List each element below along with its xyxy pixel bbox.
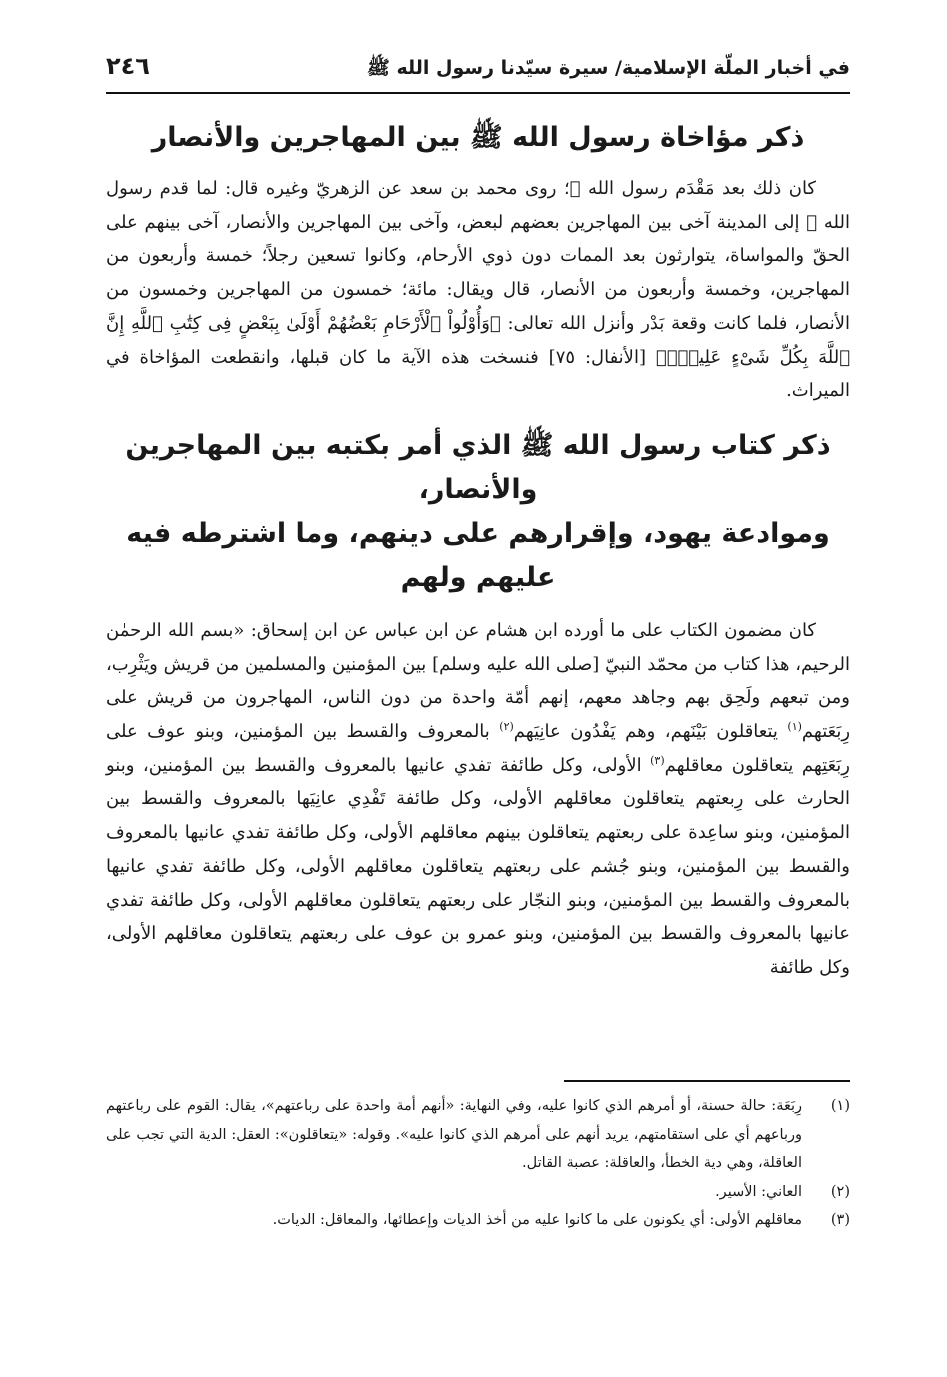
page-number: ٢٤٦ <box>106 52 150 80</box>
paragraph-brotherhood: كان ذلك بعد مَقْدَم رسول الله ﷺ؛ روى محمد بن سعد عن الزهريّ وغيره قال: لما قدم رسول الله ﷺ إلى المدينة آخى بين المهاجرين بعضهم لبعض، وآخى بين المهاجرين والأنصار، آخى بينهم على الحقّ والمواساة، يتوارثون بعد الممات دون ذوي الأرحام، وكانوا تسعين رجلاً؛ خمسة وأربعون من المهاجرين، وخمسة وأربعون من الأنصار، قال ويقال: مائة؛ خمسون من المهاجرين وخمسون من الأنصار، فلما كانت وقعة بَدْر وأنزل الله تعالى: ﴿وَأُوْلُواْ ٱلْأَرْحَامِ بَعْضُهُمْ أَوْلَىٰ بِبَعْضٍ فِى كِتَٰبِ ٱللَّهِ إِنَّ ٱللَّهَ بِكُلِّ شَىْءٍ عَلِيمٌۢ﴾ [الأنفال: ٧٥] فنسخت هذه الآية ما كان قبلها، وانقطعت المؤاخاة في الميراث. <box>106 178 850 402</box>
running-title: في أخبار الملّة الإسلامية/ سيرة سيّدنا رسول الله ﷺ <box>366 57 850 79</box>
footnote-number: (١) <box>830 1098 850 1114</box>
section-heading-covenant-line1: ذكر كتاب رسول الله ﷺ الذي أمر بكتبه بين المهاجرين والأنصار، <box>125 429 831 505</box>
footnotes <box>106 1092 850 1235</box>
section-heading-brotherhood: ذكر مؤاخاة رسول الله ﷺ بين المهاجرين والأنصار <box>151 122 805 153</box>
covenant-text-part1: كان مضمون الكتاب على ما أورده ابن هشام عن ابن عباس عن ابن إسحاق: «بسم الله الرحمٰن الرحيم، هذا كتاب من محمّد النبيّ [صلى الله عليه وسلم] بين المؤمنين والمسلمين من قريش ويَثْرِب، ومن تبعهم ولَحِق بهم وجاهد معهم، إنهم أمّة واحدة من دون الناس، المهاجرون من قريش على رِبَعَتهم <box>106 619 851 743</box>
covenant-text-part4: الأولى، وكل طائفة تفدي عانيها بالمعروف والقسط بين المؤمنين، وبنو الحارث على رِبعتهم يتعاقلون معاقلهم الأولى، وكل طائفة تَفْدِي عانِيَها بالمعروف والقسط بين المؤمنين، وبنو ساعِدة على ربعتهم يتعاقلون بينهم معاقلهم الأولى، وكل طائفة تفدي عانيها بالمعروف والقسط بين المؤمنين، وبنو جُشم على ربعتهم يتعاقلون معاقلهم الأولى، وكل طائفة تفدي عانيها بالمعروف والقسط بين المؤمنين، وبنو النجّار على ربعتهم يتعاقلون معاقلهم الأولى، وكل طائفة تفدي عانيها بالمعروف والقسط بين المؤمنين، وبنو عمرو بن عوف على ربعتهم يتعاقلون معاقلهم الأولى، وكل طائفة <box>106 754 850 978</box>
footnote <box>106 1178 850 1207</box>
footnote-ref-2: (٢) <box>499 720 514 734</box>
main-text <box>106 118 850 985</box>
covenant-text-part2: يتعاقلون بَيْنَهم، وهم يَفْدُون عانِيَهم <box>513 721 788 743</box>
section-heading-covenant-line2: وموادعة يهود، وإقرارهم على دينهم، وما اشترطه فيه عليهم ولهم <box>126 517 830 593</box>
footnote-ref-1: (١) <box>787 720 802 734</box>
footnote-number: (٣) <box>830 1212 850 1228</box>
covenant-text-part3: بالمعروف والقسط بين المؤمنين، وبنو عوف على رِبَعَتِهم يتعاقلون معاقلهم <box>106 721 850 776</box>
paragraph-covenant <box>106 614 850 985</box>
footnote-text: معاقلهم الأولى: أي يكونون على ما كانوا عليه من أخذ الديات وإعطائها، والمعاقل: الديات. <box>272 1212 802 1228</box>
footnote-number: (٢) <box>830 1183 850 1200</box>
section-heading-covenant <box>106 424 850 600</box>
running-header <box>106 48 850 94</box>
footnote <box>106 1092 850 1178</box>
footnote-ref-3: (٣) <box>650 753 665 767</box>
footnote-text: رِبَعَة: حالة حسنة، أو أمرهم الذي كانوا عليه، وفي النهاية: «أنهم أمة واحدة على رباعتهم»، يقال: القوم على رباعتهم ورباعهم أي على استقامتهم، يريد أنهم على أمرهم الذي كانوا عليه». وقوله: «يتعاقلون»: العقل: الدية التي تجب على العاقلة، وهي دية الخطأ، والعاقلة: عصبة القاتل. <box>106 1098 802 1171</box>
footnote-separator <box>564 1080 850 1082</box>
footnote <box>106 1206 850 1235</box>
footnote-text: العاني: الأسير. <box>715 1183 802 1200</box>
